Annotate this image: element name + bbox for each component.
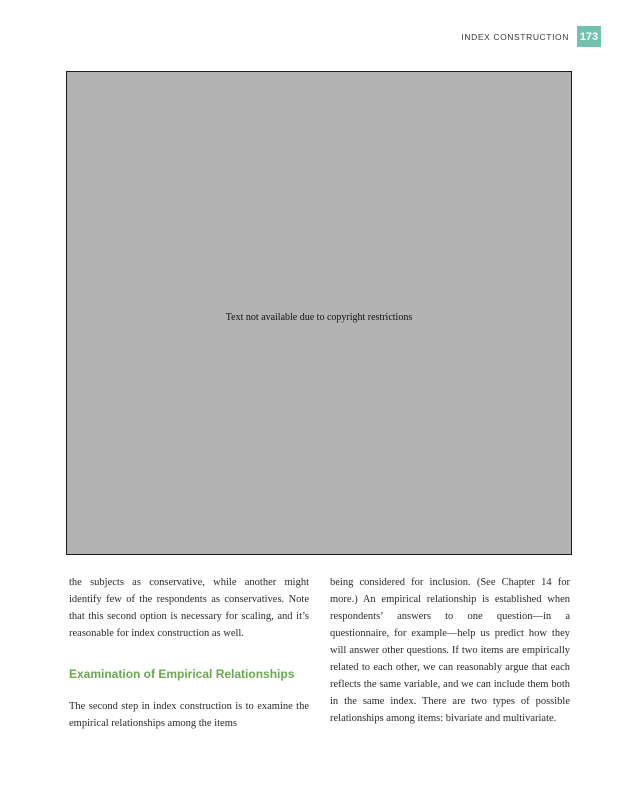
left-paragraph-1: the subjects as conservative, while another might identify few of the respondents as conservatives. Note that this second option is necessary for scaling, and it’s reasonable for index construction as well. (69, 577, 309, 639)
copyright-notice: Text not available due to copyright restrictions (225, 312, 413, 323)
running-head (461, 26, 601, 47)
running-title: INDEX CONSTRUCTION (461, 31, 569, 42)
right-paragraph-1: being considered for inclusion. (See Chapter 14 for more.) An empirical relationship is established when respondents’ answers to one question—in a questionnaire, for example—help us predict how they will answer other questions. If two items are empirically related to each other, we can reasonably argue that each reflects the same variable, and we can include them both in the same index. There are two types of possible relationships among items: bivariate and multivariate. (330, 577, 570, 724)
copyright-placeholder-figure (66, 71, 572, 555)
left-column (69, 574, 309, 732)
section-heading: Examination of Empirical Relationships (69, 667, 295, 681)
right-column (330, 574, 570, 727)
left-paragraph-2: The second step in index construction is to examine the empirical relationships among the items (69, 701, 309, 729)
page-number: 173 (577, 26, 601, 47)
